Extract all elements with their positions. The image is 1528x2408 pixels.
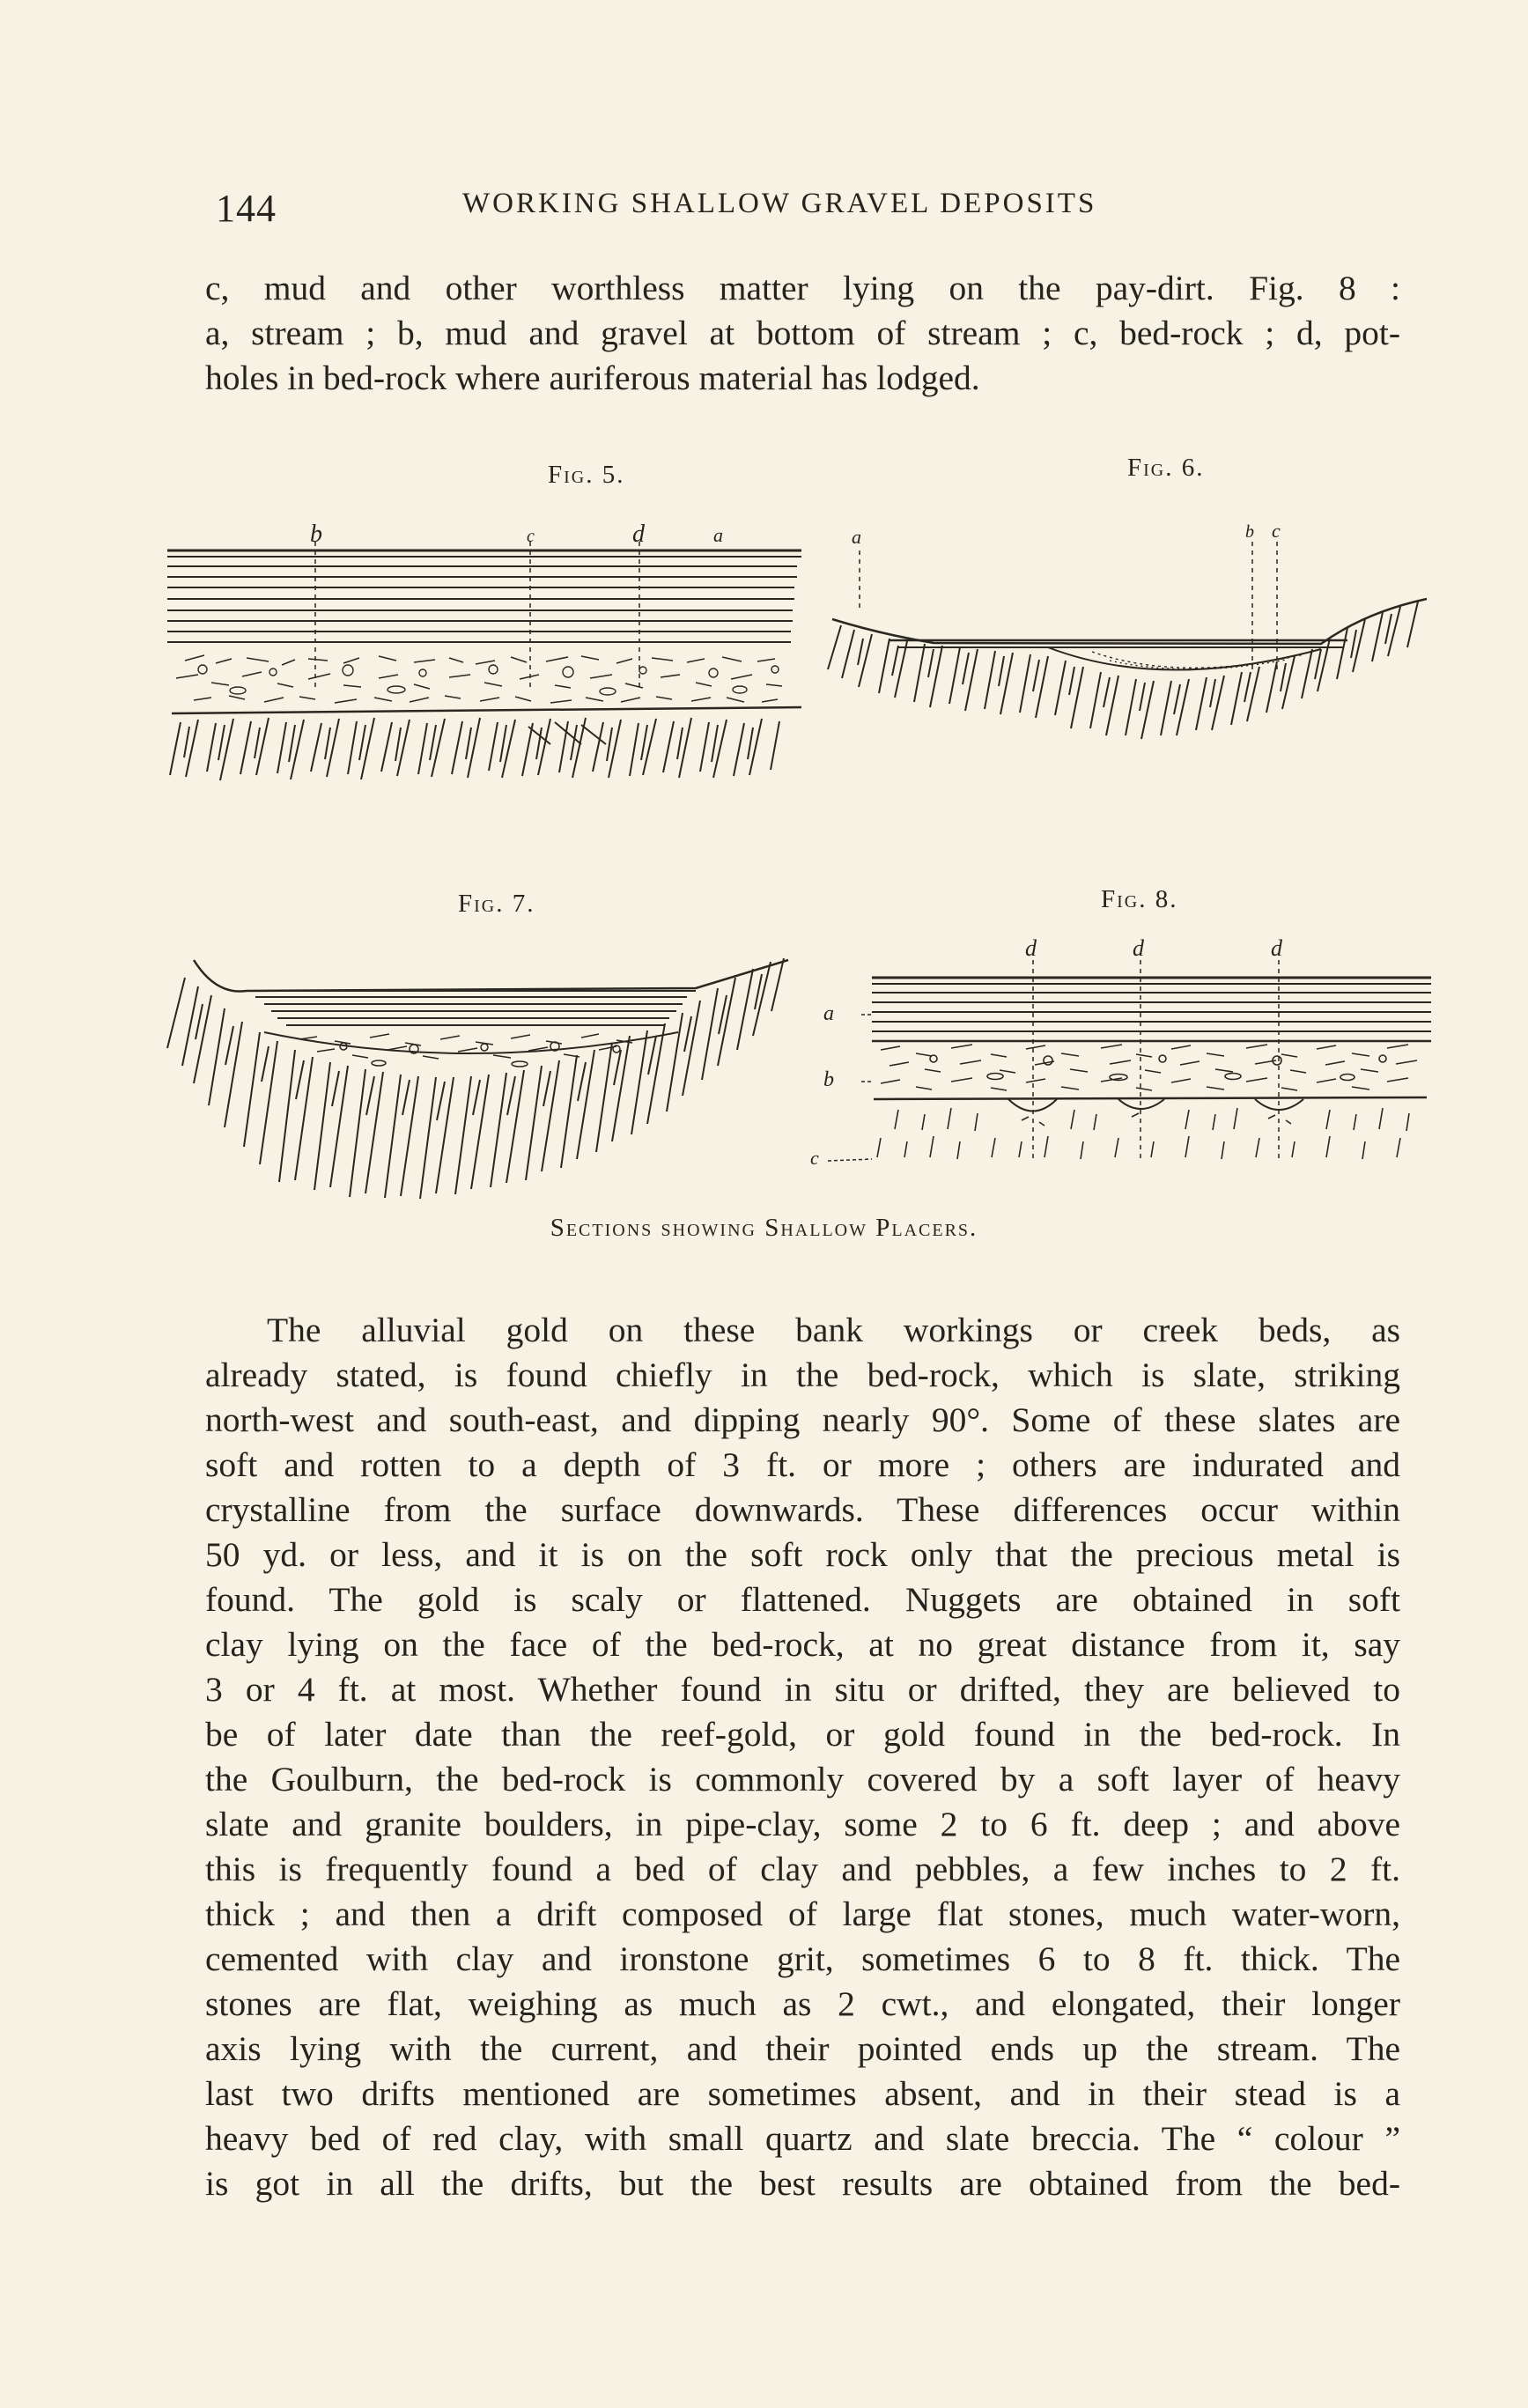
page-number: 144: [216, 187, 277, 230]
fig6-diagram: [828, 515, 1436, 784]
fig8-letter-d1: d: [1025, 935, 1037, 961]
fig8-letter-d3: d: [1271, 935, 1282, 961]
fig6-label: Fig. 6.: [1127, 454, 1205, 482]
body-line: axis lying with the current, and their pointed ends up the stream. The: [205, 2029, 1400, 2068]
fig8-label: Fig. 8.: [1101, 885, 1178, 913]
fig7-label: Fig. 7.: [458, 890, 535, 918]
fig6-letter-b: b: [1245, 522, 1254, 542]
body-line: is got in all the drifts, but the best results are obtained from the bed-: [205, 2164, 1400, 2203]
body-line: soft and rotten to a depth of 3 ft. or more ; others are indurated and: [205, 1445, 1400, 1484]
body-line: thick ; and then a drift composed of large flat stones, much water-worn,: [205, 1895, 1400, 1933]
fig5-diagram: [167, 515, 810, 797]
body-line: cemented with clay and ironstone grit, sometimes 6 to 8 ft. thick. The: [205, 1939, 1400, 1978]
body-line: crystalline from the surface downwards. These differences occur within: [205, 1490, 1400, 1529]
intro-line: holes in bed-rock where auriferous material has lodged.: [205, 358, 980, 397]
body-line: be of later date than the reef-gold, or gold found in the bed-rock. In: [205, 1715, 1400, 1754]
body-line: heavy bed of red clay, with small quartz and slate breccia. The “ colour ”: [205, 2119, 1400, 2158]
fig5-letter-a: a: [713, 524, 723, 546]
intro-paragraph: [205, 266, 1400, 401]
body-line: this is frequently found a bed of clay and pebbles, a few inches to 2 ft.: [205, 1850, 1400, 1888]
fig8-letter-c: c: [810, 1147, 819, 1169]
running-head: WORKING SHALLOW GRAVEL DEPOSITS: [462, 188, 1097, 219]
fig8-letter-b: b: [823, 1068, 834, 1091]
fig5-letter-c: c: [527, 527, 535, 546]
fig7-diagram: [167, 942, 801, 1198]
figure-caption: Sections showing Shallow Placers.: [550, 1214, 978, 1242]
body-line: the Goulburn, the bed-rock is commonly covered by a soft layer of heavy: [205, 1760, 1400, 1799]
fig5-label: Fig. 5.: [548, 461, 625, 489]
fig8-letter-a: a: [823, 1002, 834, 1025]
body-line: slate and granite boulders, in pipe-clay, some 2 to 6 ft. deep ; and above: [205, 1805, 1400, 1843]
body-line: last two drifts mentioned are sometimes absent, and in their stead is a: [205, 2074, 1400, 2113]
fig6-letter-c: c: [1272, 520, 1281, 542]
intro-line: c, mud and other worthless matter lying on the pay-dirt. Fig. 8 :: [205, 269, 1400, 307]
fig5-letter-b: b: [310, 521, 322, 548]
body-line: 50 yd. or less, and it is on the soft rock only that the precious metal is: [205, 1535, 1400, 1574]
fig5-letter-d: d: [632, 521, 645, 548]
body-line: already stated, is found chiefly in the bed-rock, which is slate, striking: [205, 1355, 1400, 1394]
fig6-letter-a: a: [852, 526, 861, 548]
body-line: clay lying on the face of the bed-rock, at no great distance from it, say: [205, 1625, 1400, 1664]
body-line: north-west and south-east, and dipping nearly 90°. Some of these slates are: [205, 1400, 1400, 1439]
body-line: stones are flat, weighing as much as 2 cwt., and elongated, their longer: [205, 1984, 1400, 2023]
page-header: [207, 181, 1405, 233]
body-line: found. The gold is scaly or flattened. Nuggets are obtained in soft: [205, 1580, 1400, 1619]
fig8-diagram: [810, 934, 1436, 1189]
intro-line: a, stream ; b, mud and gravel at bottom of stream ; c, bed-rock ; d, pot-: [205, 314, 1400, 352]
fig8-letter-d2: d: [1133, 935, 1144, 961]
body-line: 3 or 4 ft. at most. Whether found in situ or drifted, they are believed to: [205, 1670, 1400, 1709]
body-line: The alluvial gold on these bank workings or creek beds, as: [267, 1311, 1400, 1349]
body-paragraph: [205, 1308, 1400, 2206]
